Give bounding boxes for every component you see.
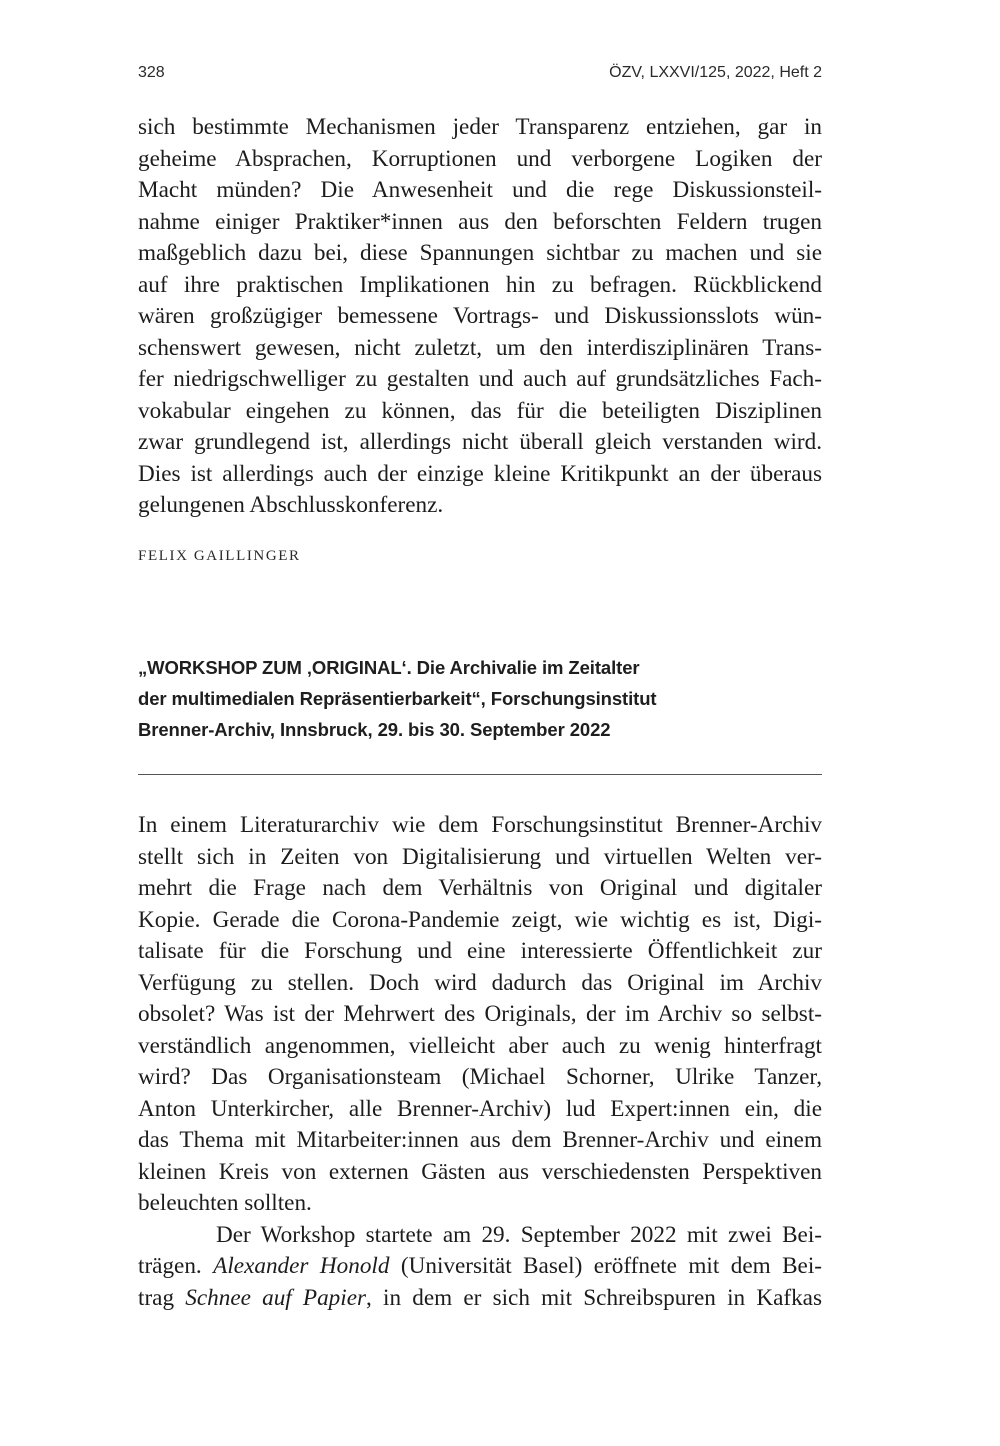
- text-segment: (Universität Basel) eröffnete mit dem Bei-: [389, 1253, 823, 1279]
- text-line: das Thema mit Mitarbeiter:innen aus dem Brenner-Archiv und einem: [138, 1127, 822, 1153]
- text-line: Macht münden? Die Anwesenheit und die rege Diskussionsteil-: [138, 177, 822, 203]
- text-line: maßgeblich dazu bei, diese Spannungen sichtbar zu machen und sie: [138, 240, 822, 266]
- text-line: zwar grundlegend ist, allerdings nicht überall gleich verstanden wird.: [138, 429, 822, 455]
- running-header: [138, 64, 822, 82]
- text-line: obsolet? Was ist der Mehrwert des Originals, der im Archiv so selbst-: [138, 1001, 822, 1027]
- title-line: Brenner-Archiv, Innsbruck, 29. bis 30. September 2022: [138, 719, 611, 740]
- speaker-name: Alexander Honold: [213, 1253, 390, 1279]
- talk-title: Schnee auf Papier: [185, 1284, 367, 1311]
- title-line: der multimedialen Repräsentierbarkeit“, Forschungsinstitut: [138, 688, 657, 709]
- text-line: schenswert gewesen, nicht zuletzt, um den interdisziplinären Trans-: [138, 334, 822, 361]
- text-line: stellt sich in Zeiten von Digitalisierung und virtuellen Welten ver-: [138, 843, 822, 870]
- text-line: Kopie. Gerade die Corona-Pandemie zeigt, wie wichtig es ist, Digi-: [138, 906, 822, 933]
- previous-article-text: [138, 112, 822, 522]
- text-line: kleinen Kreis von externen Gästen aus verschiedensten Perspektiven: [138, 1158, 822, 1185]
- title-divider: [138, 774, 822, 775]
- text-line: geheime Absprachen, Korruptionen und verborgene Logiken der: [138, 145, 822, 172]
- title-line: „WORKSHOP ZUM ‚ORIGINAL‘. Die Archivalie im Zeitalter: [138, 657, 640, 678]
- text-line: Anton Unterkircher, alle Brenner-Archiv) lud Expert:innen ein, die: [138, 1095, 822, 1122]
- author-name: FELIX GAILLINGER: [138, 548, 301, 564]
- article-title: [138, 652, 822, 745]
- text-segment: trag: [138, 1284, 186, 1311]
- text-line: verständlich angenommen, vielleicht aber auch zu wenig hinterfragt: [138, 1032, 822, 1059]
- text-line: Verfügung zu stellen. Doch wird dadurch das Original im Archiv: [138, 969, 822, 996]
- text-line: Dies ist allerdings auch der einzige kleine Kritikpunkt an der überaus: [138, 460, 822, 487]
- text-line: talisate für die Forschung und eine interessierte Öffentlichkeit zur: [138, 938, 822, 964]
- text-segment: , in dem er sich mit Schreibspuren in Kafkas: [366, 1284, 822, 1311]
- text-line: wird? Das Organisationsteam (Michael Schorner, Ulrike Tanzer,: [138, 1064, 822, 1090]
- text-line: Der Workshop startete am 29. September 2022 mit zwei Bei-: [216, 1221, 822, 1248]
- text-line: fer niedrigschwelliger zu gestalten und auch auf grundsätzliches Fach-: [138, 366, 822, 392]
- journal-reference: ÖZV, LXXVI/125, 2022, Heft 2: [609, 64, 822, 81]
- text-line: beleuchten sollten.: [138, 1190, 312, 1216]
- text-line: wären großzügiger bemessene Vortrags- und Diskussionsslots wün-: [138, 303, 822, 329]
- text-line: sich bestimmte Mechanismen jeder Transparenz entziehen, gar in: [138, 114, 822, 140]
- text-line: vokabular eingehen zu können, das für die beteiligten Disziplinen: [138, 397, 822, 424]
- text-line: gelungenen Abschlusskonferenz.: [138, 492, 444, 518]
- article-body: [138, 810, 822, 1314]
- text-line: In einem Literaturarchiv wie dem Forschungsinstitut Brenner-Archiv: [138, 812, 822, 838]
- text-line: auf ihre praktischen Implikationen hin zu befragen. Rückblickend: [138, 271, 822, 298]
- page-number: 328: [138, 64, 165, 81]
- text-line: [138, 1251, 822, 1283]
- text-line: nahme einiger Praktiker*innen aus den beforschten Feldern trugen: [138, 208, 822, 235]
- text-segment: trägen.: [138, 1253, 214, 1279]
- text-line: [138, 1283, 822, 1315]
- text-line: mehrt die Frage nach dem Verhältnis von Original und digitaler: [138, 875, 822, 901]
